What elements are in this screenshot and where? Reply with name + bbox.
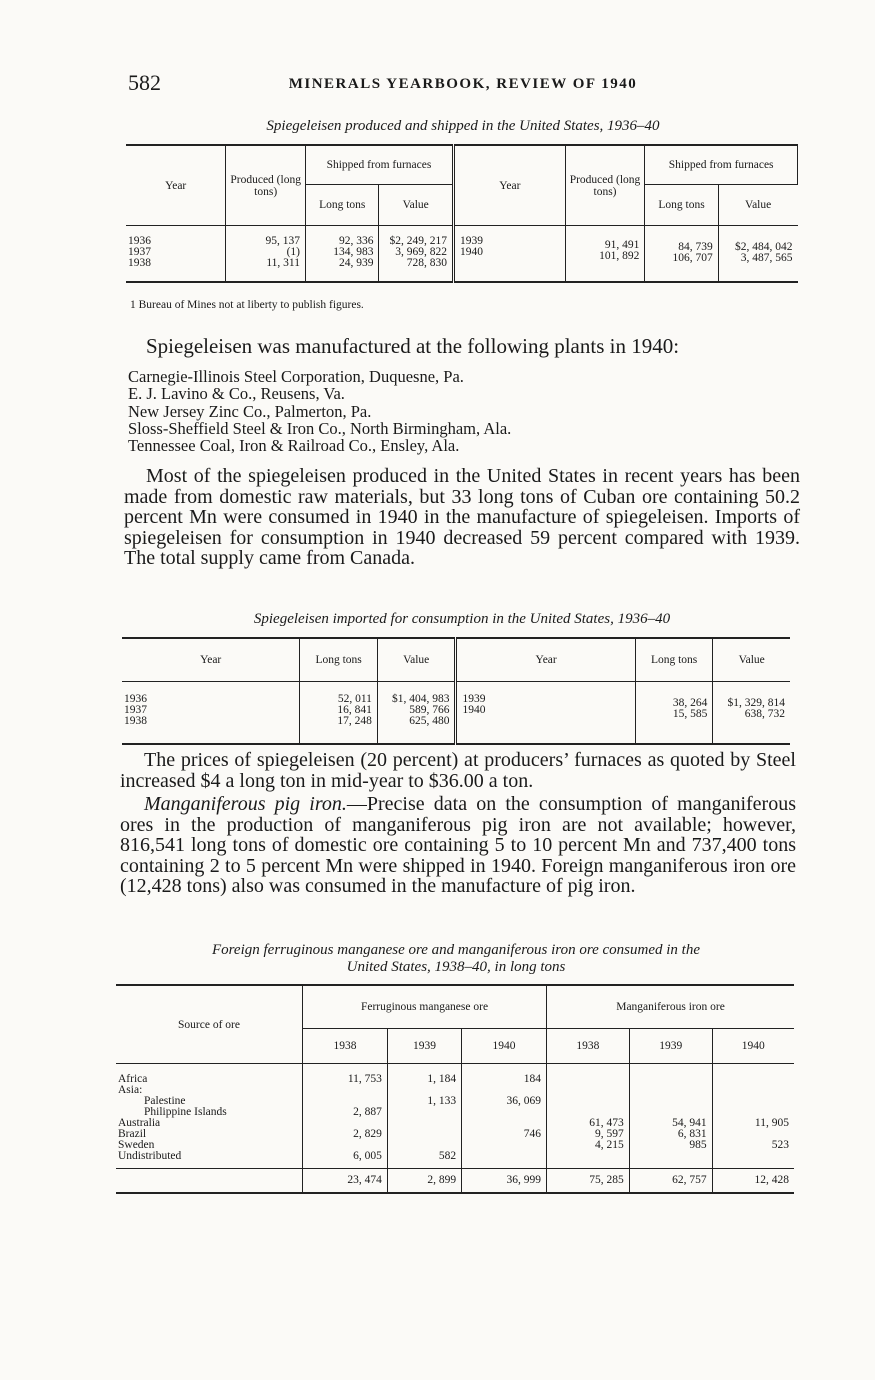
paragraph-2: The prices of spiegeleisen (20 percent) at producers’ furnaces as quoted by Steel increased $4 a long ton in mid-year to $36.00 a ton. [120,749,796,792]
value-cell: 523 [771,1139,789,1151]
t2-year-header: Year [122,638,300,682]
t3-source-header: Source of ore [116,985,303,1064]
longtons-cell: 134, 983 [333,246,374,258]
t3-ferruginous-header: Ferruginous manganese ore [303,985,547,1029]
value-cell: 9, 597 [595,1128,624,1140]
list-item: Sloss-Sheffield Steel & Iron Co., North Birmingham, Ala. [128,418,512,438]
paragraph-3-body: —Precise data on the consumption of manganiferous ores in the production of manganiferous pig iron are not available; however, 816,541 long tons of domestic ore containing 5 to 10 percent Mn and 737,400 tons containing 2 to 5 percent Mn were shipped in 1940. Foreign manganiferous iron ore (12,428 tons) also was consumed in the manufacture of pig iron. [120,793,796,897]
table-row [116,1064,794,1169]
value-cell: 6, 005 [353,1150,382,1162]
source-cell: Philippine Islands [144,1106,227,1118]
table1-caption: Spiegeleisen produced and shipped in the United States, 1936–40 [266,118,660,134]
t1-value-header-right: Value [718,185,797,226]
total-cell: 12, 428 [712,1169,794,1194]
value-cell: $1, 329, 814 [727,697,785,709]
value-cell: 11, 905 [754,1117,789,1129]
value-cell: 6, 831 [677,1128,707,1140]
table-row [122,682,790,745]
produced-cell: (1) [286,246,300,258]
value-cell: 3, 487, 565 [740,252,793,264]
list-item: Tennessee Coal, Iron & Railroad Co., Ensley, Ala. [128,436,460,456]
total-cell: 2, 899 [387,1169,461,1194]
table2-imports [122,637,790,745]
value-cell: $1, 404, 983 [391,693,450,705]
t1-value-header: Value [379,185,453,226]
year-cell: 1940 [462,704,486,716]
value-cell: 1, 184 [427,1073,457,1085]
value-cell: 54, 941 [672,1117,707,1129]
list-item: Carnegie-Illinois Steel Corporation, Duquesne, Pa. [128,367,464,386]
table3-ore-consumption [116,984,794,1194]
value-cell: 11, 753 [347,1073,382,1085]
t3-year-1938: 1938 [303,1029,388,1064]
year-cell: 1937 [128,246,151,258]
longtons-cell: 16, 841 [337,704,372,716]
value-cell: 2, 887 [353,1106,382,1118]
value-cell: 184 [523,1073,542,1085]
total-cell: 36, 999 [462,1169,547,1194]
longtons-cell: 15, 585 [672,708,708,720]
table1-production [126,144,798,283]
source-cell: Sweden [118,1139,155,1151]
plants-list [128,368,511,454]
table3-caption-line1: Foreign ferruginous manganese ore and manganiferous iron ore consumed in the [211,942,700,958]
t1-year-header-right: Year [453,145,565,226]
value-cell: 589, 766 [409,704,450,716]
value-cell: $2, 249, 217 [389,235,447,247]
value-cell: 625, 480 [409,715,450,727]
t3-year-1940: 1940 [462,1029,547,1064]
total-cell: 62, 757 [629,1169,712,1194]
value-cell: 36, 069 [506,1095,542,1107]
table2-caption: Spiegeleisen imported for consumption in the United States, 1936–40 [253,611,671,627]
t1-shipped-header-right: Shipped from furnaces [645,145,798,185]
page-number: 582 [128,70,161,95]
table-row [126,226,798,283]
value-cell: 2, 829 [353,1128,382,1140]
plants-intro: Spiegeleisen was manufactured at the following plants in 1940: [146,334,680,358]
produced-cell: 91, 491 [604,239,640,251]
t3-manganiferous-header: Manganiferous iron ore [547,985,794,1029]
t1-longtons-header: Long tons [306,185,379,226]
table3-caption [116,942,796,976]
longtons-cell: 84, 739 [678,241,713,253]
t3-year-1939: 1939 [387,1029,461,1064]
year-cell: 1936 [124,693,147,705]
year-cell: 1940 [459,246,483,258]
year-cell: 1936 [128,235,151,247]
table1-footnote: 1 Bureau of Mines not at liberty to publish figures. [130,299,364,311]
longtons-cell: 92, 336 [338,235,374,247]
list-item: E. J. Lavino & Co., Reusens, Va. [128,384,345,404]
value-cell: 582 [438,1150,457,1162]
t1-produced-header-right: Produced (long tons) [565,145,645,226]
t2-longtons-header: Long tons [300,638,378,682]
longtons-cell: 52, 011 [337,693,372,705]
value-cell: $2, 484, 042 [735,241,793,253]
longtons-cell: 24, 939 [338,257,374,269]
page-header [128,70,798,100]
t2-value-header: Value [377,638,456,682]
value-cell: 3, 969, 822 [395,246,447,258]
source-cell: Palestine [144,1095,186,1107]
produced-cell: 11, 311 [266,257,300,269]
longtons-cell: 106, 707 [672,252,713,264]
value-cell: 1, 133 [427,1095,457,1107]
value-cell: 985 [689,1139,707,1151]
year-cell: 1937 [124,704,147,716]
total-cell: 23, 474 [303,1169,388,1194]
t2-value-header-right: Value [713,638,790,682]
source-cell: Australia [118,1117,161,1129]
t1-longtons-header-right: Long tons [645,185,718,226]
running-title: MINERALS YEARBOOK, REVIEW OF 1940 [288,76,638,92]
t2-year-header-right: Year [456,638,635,682]
paragraph-1: Most of the spiegeleisen produced in the United States in recent years has been made from domestic raw materials, but 33 long tons of Cuban ore containing 50.2 percent Mn were consumed in 1940 in the manufacture of spiegeleisen. Imports of spiegeleisen for consumption in 1940 decreased 59 percent compared with 1939. The total supply came from Canada. [124,465,800,569]
source-cell: Undistributed [118,1150,182,1162]
produced-cell: 101, 892 [599,250,640,262]
value-cell: 638, 732 [744,708,785,720]
t3-year-1938-m: 1938 [547,1029,630,1064]
value-cell: 728, 830 [406,257,447,269]
paragraph-3 [120,794,796,897]
table-row-total [116,1169,794,1194]
longtons-cell: 17, 248 [337,715,372,727]
t3-year-1940-m: 1940 [712,1029,794,1064]
total-cell: 75, 285 [547,1169,630,1194]
t2-longtons-header-right: Long tons [635,638,713,682]
year-cell: 1938 [124,715,147,727]
table3-caption-line2: United States, 1938–40, in long tons [346,959,566,975]
paragraph-3-lead: Manganiferous pig iron. [144,793,347,815]
value-cell: 61, 473 [589,1117,624,1129]
longtons-cell: 38, 264 [672,697,708,709]
t1-produced-header: Produced (long tons) [226,145,306,226]
year-cell: 1939 [459,235,483,247]
t3-year-1939-m: 1939 [629,1029,712,1064]
t1-year-header: Year [126,145,226,226]
source-cell: Africa [118,1073,148,1085]
source-cell: Brazil [118,1128,147,1140]
t1-shipped-header: Shipped from furnaces [306,145,454,185]
source-cell: Asia: [118,1084,143,1096]
value-cell: 746 [523,1128,542,1140]
value-cell: 4, 215 [595,1139,624,1151]
year-cell: 1939 [462,693,486,705]
year-cell: 1938 [128,257,151,269]
list-item: New Jersey Zinc Co., Palmerton, Pa. [128,401,372,421]
produced-cell: 95, 137 [265,235,300,247]
